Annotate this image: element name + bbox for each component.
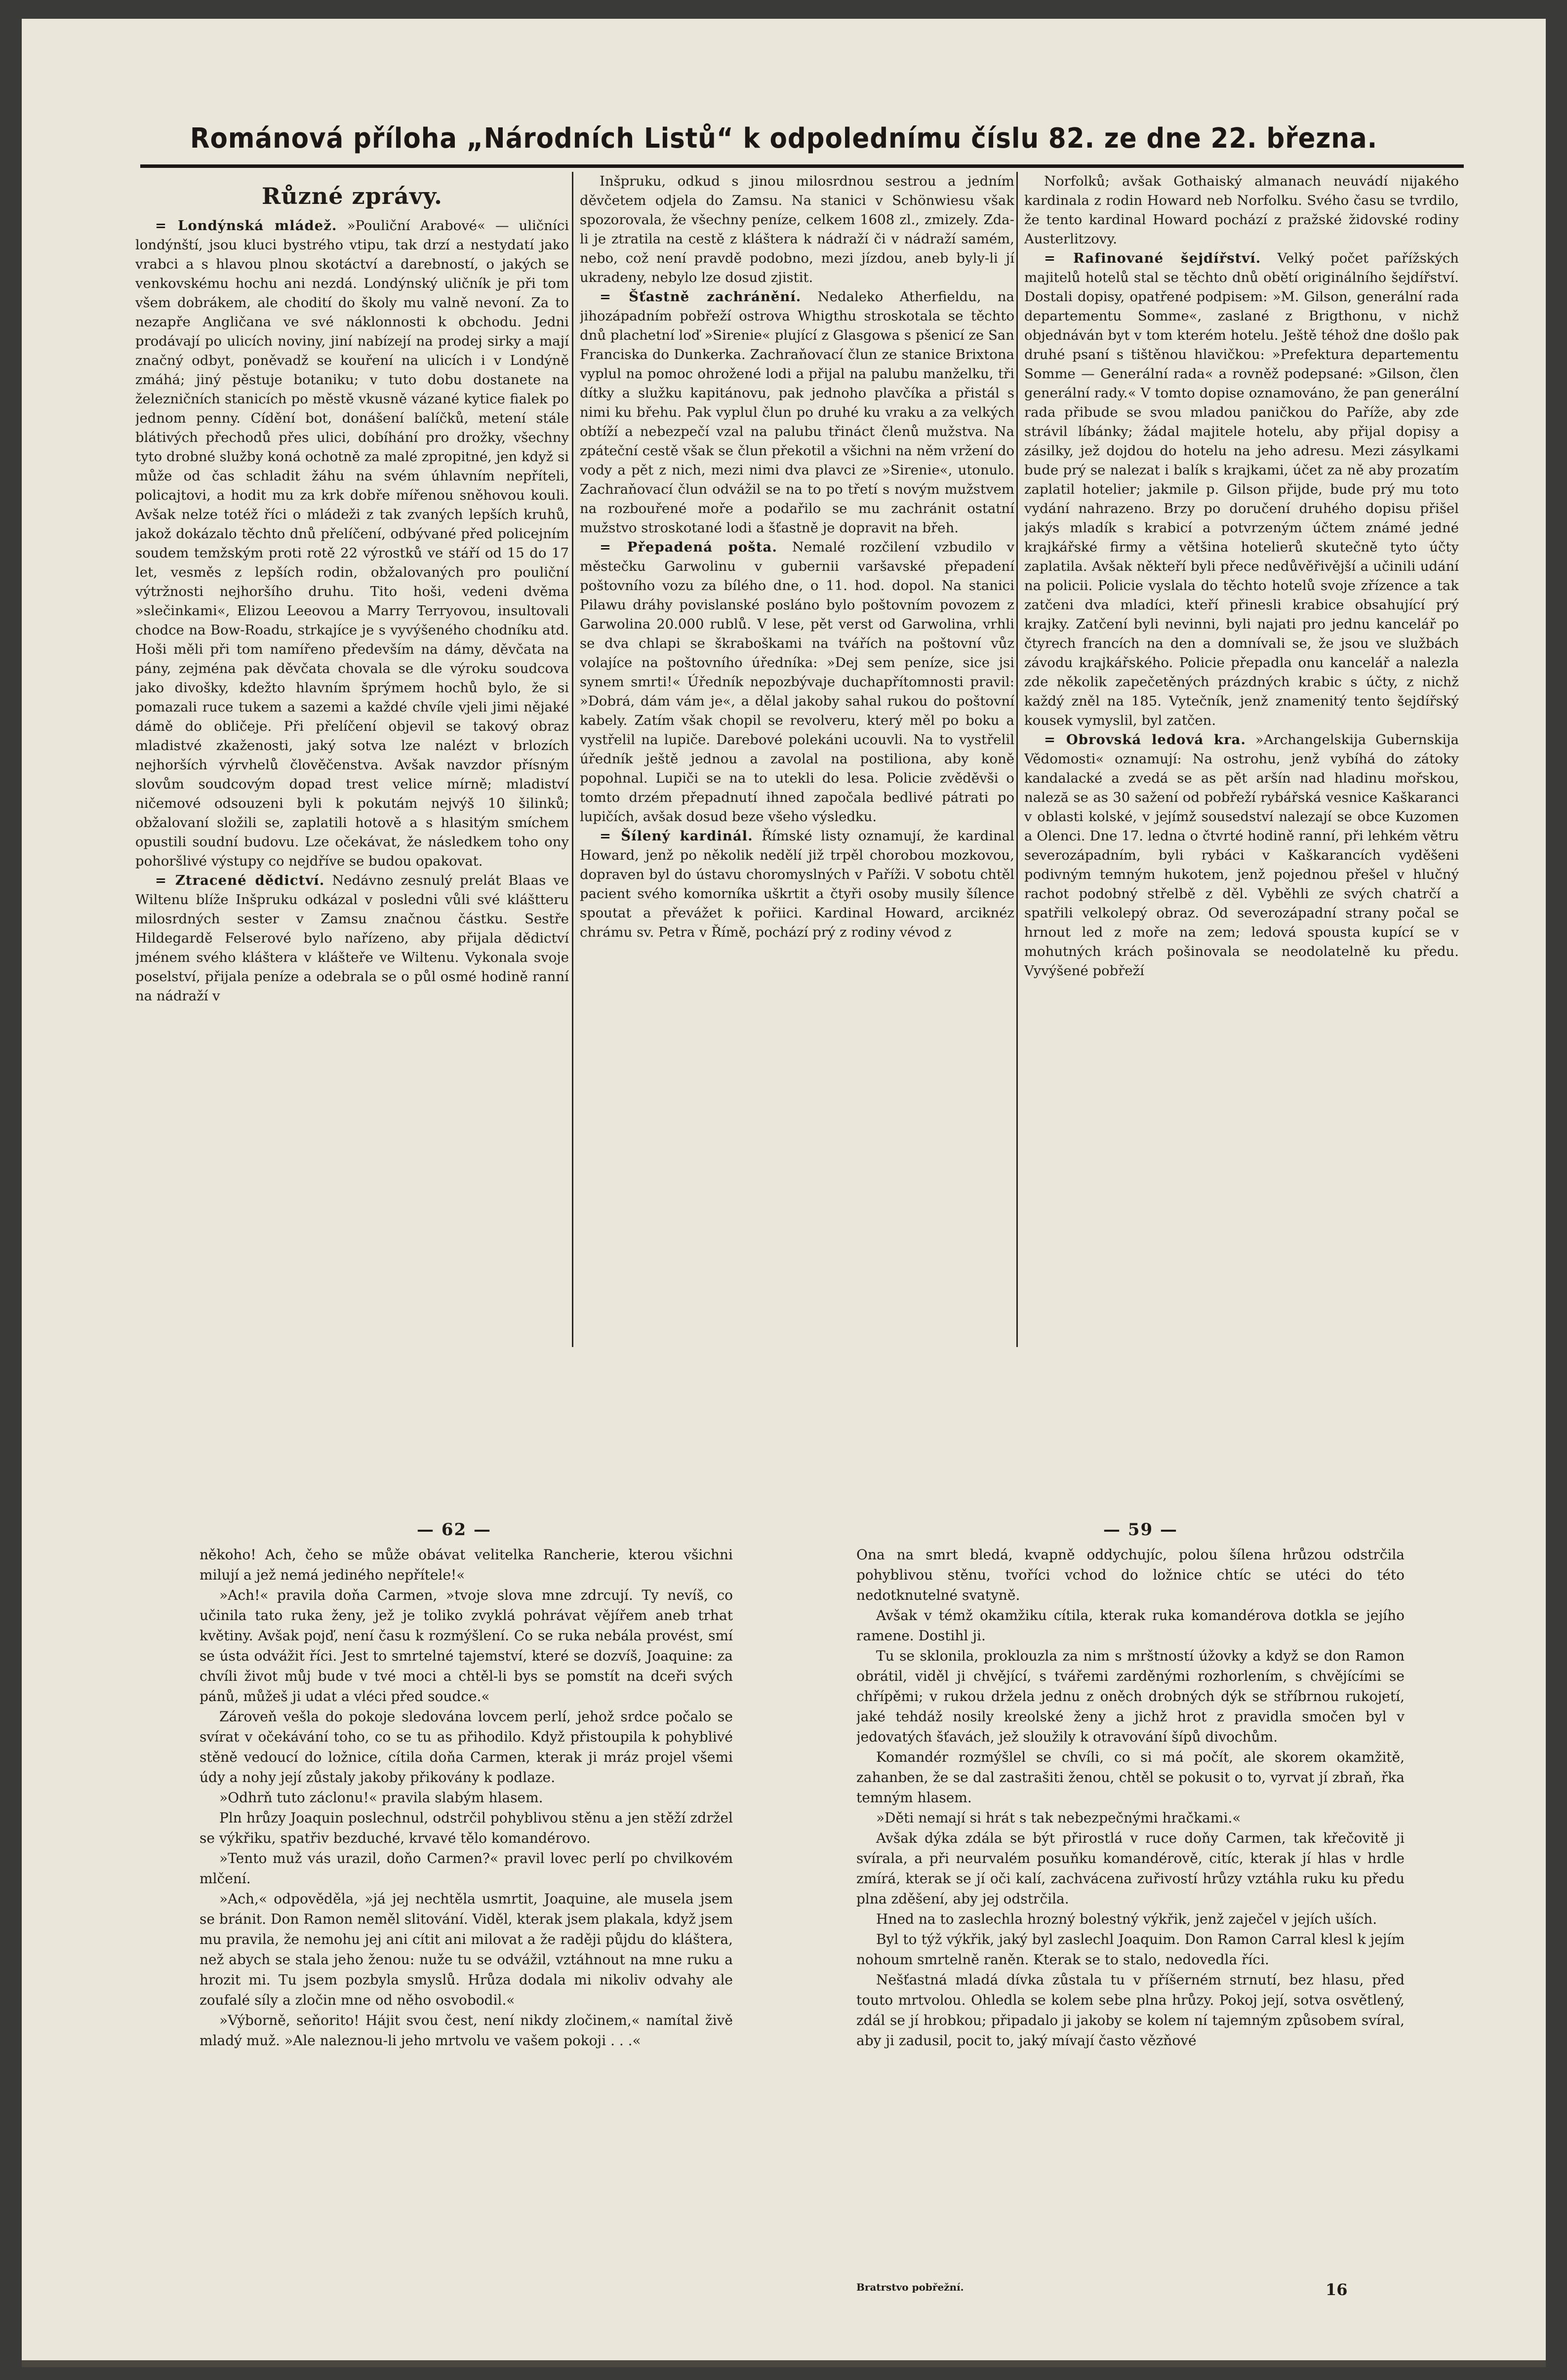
news-headline: = Londýnská mládež.	[155, 218, 337, 234]
news-paragraph	[580, 538, 1014, 827]
news-column-1	[135, 172, 569, 1352]
novel-paragraph: »Výborně, seňorito! Hájit svou čest, není nikdy zločinem,« namítal živě mladý muž. »Ale naleznou-li jeho mrtvolu ve vašem pokoji . . .«	[200, 2012, 733, 2049]
novel-paragraph: »Ach!« pravila doňa Carmen, »tvoje slova mne zdrcují. Ty nevíš, co učinila tato ruka ženy, jež je toliko zvyklá pohrávat vějířem aneb trhat květiny. Avšak pojď, není času k rozmýšlení. Co se ruka nebála provést, smí se ústa odvážit říci. Jest to smrtelné tajemství, které se dozvíš, Joaquine: za chvíli život můj bude v tvé moci a chtěl-li bys se pomstít na dceři svých pánů, můžeš ji udat a vléci před soudce.«	[200, 1587, 733, 1705]
news-paragraph	[1024, 730, 1459, 981]
supplement-header: Románová příloha „Národních Listů“ k odpolednímu číslu 82. ze dne 22. března.	[190, 122, 1378, 155]
novel-paragraph: Zároveň vešla do pokoje sledována lovcem perlí, jehož srdce počalo se svírat v očekávání toho, co se tu as přihodilo. Když přistoupila k pohyblivé stěně vedoucí do ložnice, cítila doňa Carmen, kterak ji mráz projel všemi údy a nohy její zůstaly jakoby přikovány k podlaze.	[200, 1708, 733, 1785]
news-paragraph	[135, 216, 569, 871]
news-paragraph	[135, 871, 569, 1006]
news-headline: = Obrovská ledová kra.	[1044, 732, 1246, 748]
page-edge-bottom	[22, 2360, 1546, 2367]
news-paragraph	[580, 287, 1014, 538]
news-text: Nemalé rozčilení vzbudilo v městečku Garwolinu v gubernii varšavské přepadení poštovního vozu za bílého dne, o 11. hod. dopol. Na stanici Pilawu dráhy povislanské posláno bylo poštovním povozem z Garwolina 20.000 rublů. V lese, pět verst od Garwolina, vrhli se dva chlapi se škraboškami na tvářích na poštovní vůz volajíce na poštovního úředníka: »Dej sem peníze, sice jsi synem smrti!« Úředník nepozbývaje duchapřítomnosti pravil: »Dobrá, dám vám je«, a dělal jakoby sahal rukou do poštovní kabely. Zatím však chopil se revolveru, který měl po boku a vystřelil na lupiče. Darebové polekáni ucouvli. Na to vystřelil úředník ještě jednou a zavolal na postiliona, aby koně popohnal. Lupiči se na to utekli do lesa. Policie zvěděvši o tomto drzém přepadnutí ihned započala bedlivé pátrati po lupičích, avšak dosud beze všeho výsledku.	[580, 539, 1014, 825]
news-column-2	[580, 172, 1014, 1352]
news-text: »Pouliční Arabové« — uličníci londýnští, jsou kluci bystrého vtipu, tak drzí a nestydatí jako vrabci a s hlavou plnou skotáctví a darebností, o jakých se venkovskému hochu ani nezdá. Londýnský uličník je při tom všem dobrákem, ale chodití do školy mu valně nevoní. Za to nezapře Angličana ve své náklonnosti k obchodu. Jedni prodávají po ulicích noviny, jiní nabízejí na prodej sirky a mají značný odbyt, poněvadž se kouření na ulicích i v Londýně zmáhá; jiný pěstuje botaniku; v tuto dobu dostanete na železničních stanicích po městě vkusně vázané kytice fialek po jednom penny. Cídění bot, donášení balíčků, metení stále blátivých přechodů přes ulici, dobíhání pro drožky, všechny tyto drobné služby koná ochotně za malé zpropitné, jen když si může od čas schladit žáhu na svém úhlavním nepříteli, policajtovi, a hodit mu za krk dobře mířenou sněhovou kouli. Avšak nelze totéž říci o mládeži z tak zvaných lepších kruhů, jakož dokázalo těchto dnů přelíčení, odbývané před policejním soudem temžským proti rotě 22 výrostků ve stáří od 15 do 17 let, vesměs z lepších rodin, obžalovaných pro pouliční výtržnosti nejhoršího druhu. Tito hoši, vedeni dvěma »slečinkami«, Elizou Leeovou a Marry Terryovou, insultovali chodce na Bow-Roadu, strkajíce je s vyvýšeného chodníku atd. Hoši měli při tom namířeno především na dámy, děvčata na pány, zejména pak děvčata chovala se dle výroku soudcova jako divošky, kdežto hlavním šprýmem hochů bylo, že si pomazali ruce tukem a sazemi a každé chvíle vjeli jimi nějaké dámě do obličeje. Při přelíčení objevil se takový obraz mladistvé zkaženosti, jaký sotva lze nalézt v brlozích nejhorších výrvhelů člověčenstva. Avšak navzdor přísným slovům soudcovým dopad trest velice mírně; mladiství ničemové odsouzeni byli k pokutám nejvýš 10 šilinků; obžalovaní složili se, zaplatili hotově a s hlasitým smíchem opustili soudní budovu. Lze očekávat, že následkem toho ony pohoršlivé výstupy co nejdříve se budou opakovat.	[135, 218, 569, 869]
news-text: Inšpruku, odkud s jinou milosrdnou sestrou a jedním děvčetem odjela do Zamsu. Na stanici v Schönwiesu však spozorovala, že všechny peníze, celkem 1608 zl., zmizely. Zda-li je ztratila na cestě z kláštera k nádraží či v nádraží samém, nebo, což není pravdě podobno, mezi jízdou, aneb byly-li jí ukradeny, nebylo lze dosud zjistit.	[580, 173, 1014, 285]
news-text: Římské listy oznamují, že kardinal Howard, jenž po několik nedělí již trpěl chorobou mozkovou, dopraven byl do ústavu choromyslných v Paříži. V sobotu chtěl pacient svého komorníka uškrtit a čtyři osoby musily šílence spoutat a převážet k pořiici. Kardinal Howard, arciknéz chrámu sv. Petra v Římě, pochází prý z rodiny vévod z	[580, 828, 1014, 940]
news-headline: = Šílený kardinál.	[600, 828, 753, 844]
novel-paragraph: Tu se sklonila, proklouzla za nim s mrštností úžovky a když se don Ramon obrátil, viděl ji chvějící, s tvářemi zarděnými rozhorlením, s chvějícími se chřípěmi; v rukou držela jednu z oněch drobných dýk se stříbrnou rukojetí, jaké tehdáž nosily kreolské ženy a jichž hrot z pravidla smočen byl v jedovatých šťavách, jež sloužily k otravování šípů divochům.	[856, 1648, 1405, 1745]
novel-paragraph: Avšak dýka zdála se být přirostlá v ruce doňy Carmen, tak křečovitě ji svírala, a při neurvalém posuňku komandérově, citíc, kterak jí hlas v hrdle zmírá, kterak se jí oči kalí, zachvácena zuřivostí hrůzy vztáhla ruku ku předu plna zděšení, aby jej odstrčila.	[856, 1830, 1405, 1907]
news-text: Nedaleko Atherfieldu, na jihozápadním pobřeží ostrova Whigthu stroskotala se těchto dnů plachetní loď »Sirenie« plující z Glasgowa s pšenicí ze San Franciska do Dunkerka. Zachraňovací člun ze stanice Brixtona vyplul na pomoc ohrožené lodi a přijal na palubu manželku, tři dítky a služku kapitánovu, pak jednoho plavčíka a přistál s nimi ku břehu. Pak vyplul člun po druhé ku vraku a za velkých obtíží a nebezpečí vzal na palubu třináct členů mužstva. Na zpáteční cestě však se člun překotil a všichni na něm vržení do vody a pět z nich, mezi nimi dva plavci ze »Sirenie«, utonulo. Zachraňovací člun odvážil se na to po třetí s novým mužstvem na rozbouřené moře a podařilo se mu zachránit ostatní mužstvo stroskotané lodi a šťastně je dopravit na břeh.	[580, 289, 1014, 536]
novel-paragraph: »Děti nemají si hrát s tak nebezpečnými hračkami.«	[876, 1810, 1241, 1826]
novel-column-right	[856, 1545, 1405, 2285]
news-column-1-body	[135, 216, 569, 1006]
novel-column-left	[200, 1545, 733, 2285]
news-headline: = Ztracené dědictví.	[155, 873, 325, 888]
header-rule	[140, 164, 1464, 168]
news-text: Nedávno zesnulý prelát Blaas ve Wiltenu blíže Inšpruku odkázal v posledni vůli své kláštteru milosrdných sester v Zamsu značnou částku. Sestře Hildegardě Felserové bylo nařízeno, aby přijala dědictví jménem svého kláštera v klášteře ve Wiltenu. Vykonala svoje poselství, přijala peníze a odebrala se o půl osmé hodině ranní na nádraží v	[135, 873, 569, 1004]
novel-paragraph: Pln hrůzy Joaquin poslechnul, odstrčil pohyblivou stěnu a jen stěží zdržel se výkřiku, spatřiv bezduché, krvavé tělo komandérovo.	[200, 1810, 733, 1846]
column-divider-1	[572, 172, 573, 1347]
footer-signature: Bratrstvo pobřežní.	[856, 2281, 964, 2293]
news-text: »Archangelskija Gubernskija Vědomosti« oznamují: Na ostrohu, jenž vybíhá do zátoky kandalacké a zvedá se as pět aršín nad hladinu mořskou, naleză se as 30 sažení od pobřeží rybářská vesnice Kaškaranci v oblasti kolské, v jejímž sousedství nalezají se obce Kuzomen a Olenci. Dne 17. ledna o čtvrté hodině ranní, při lehkém větru severozápadním, byli rybáci v Kaškarancích vyděšeni podivným temným hukotem, jenž pojednou přešel v hlučný rachot podobný střelbě z děl. Vyběhli ze svých chatrčí a spatřili velkolepý obraz. Od severozápadní strany počal se hrnout led z moře na zem; ledová spousta kupící se v mohutných krách pošinovala se neodolatelně ku předu. Vyvýšené pobřeží	[1024, 732, 1459, 979]
newspaper-page	[22, 19, 1546, 2367]
novel-paragraph: někoho! Ach, čeho se může obávat velitelka Rancherie, kterou všichni milují a jež nemá jediného nepřítele!«	[200, 1547, 733, 1583]
news-paragraph	[1024, 249, 1459, 730]
page-number-left: — 62 —	[417, 1520, 491, 1540]
novel-paragraph: »Tento muž vás urazil, doňo Carmen?« pravil lovec perlí po chvilkovém mlčení.	[200, 1850, 733, 1887]
page-number-right: — 59 —	[1103, 1520, 1178, 1540]
footer-number: 16	[1326, 2280, 1348, 2299]
novel-paragraph: »Ach,« odpověděla, »já jej nechtěla usmrtit, Joaquine, ale musela jsem se bránit. Don Ramon neměl slitování. Viděl, kterak jsem plakala, když jsem mu pravila, že nemohu jej ani cítit ani milovat a že raději půjdu do kláštera, než abych se stala jeho ženou: nuže tu se odvážil, vztáhnout na mne ruku a hrozit mi. Tu jsem pozbyla smyslů. Hrůza dodala mi nikoliv odvahy ale zoufalé síly a zločin mne od něho osvobodil.«	[200, 1891, 733, 2008]
novel-paragraph: Komandér rozmýšlel se chvíli, co si má počít, ale skorem okamžitě, zahanben, že se dal zastrašiti ženou, chtěl se pokusit o to, vyrvat jí zbraň, řka temným hlasem.	[856, 1749, 1405, 1806]
news-paragraph	[580, 172, 1014, 287]
novel-paragraph: Byl to týž výkřik, jaký byl zaslechl Joaquim. Don Ramon Carral klesl k jejím nohoum smrtelně raněn. Kterak se to stalo, nedovedla říci.	[856, 1931, 1405, 1968]
news-headline: = Přepadená pošta.	[600, 539, 777, 555]
section-title: Různé zprávy.	[261, 183, 443, 209]
novel-paragraph: Hned na to zaslechla hrozný bolestný výkřik, jenž zaječel v jejích uších.	[876, 1911, 1377, 1927]
column-divider-2	[1016, 172, 1018, 1347]
news-headline: = Rafinované šejdířství.	[1044, 250, 1261, 266]
news-text: Velký počet pařížských majitelů hotelů stal se těchto dnů obětí originálního šejdířství. Dostali dopisy, opatřené podpisem: »M. Gilson, generální rada departementu Somme«, zaslané z Brigthonu, v nichž objednáván byt v tom kterém hotelu. Ještě téhož dne došlo pak druhé psaní s tištěnou hlavičkou: »Prefektura departementu Somme — Generální rada« a rovněž podepsané: »Gilson, člen generální rady.« V tomto dopise oznamováno, že pan generální rada přibude se svou mladou paničkou do Paříže, aby zde strávil líbánky; žádal majitele hotelu, aby přijal dopisy a zásilky, jež dojdou do hotelu na jeho adresu. Mezi zásylkami bude prý se nalezat i balík s krajkami, účet za ně aby prozatím zaplatil hotelier; jakmile p. Gilson přijde, bude prý mu toto vydání nahrazeno. Brzy po doručení druhého dopisu přišel jakýs mladík s krabicí a potvrzeným účtem známé jedné krajkářské firmy a většina hotelierů skutečně tyto účty zaplatila. Avšak někteří byli přece nedůvěřivější a učinili udání na policii. Policie vyslala do těchto hotelů svoje zřízence a tak zatčeni dva mladíci, kteří přinesli krabice obsahující prý krajky. Zatčení byli nevinni, byli najati pro jednu kancelář po čtyrech francích na den a domnívali se, že jsou ve službách závodu krajkářského. Policie přepadla onu kancelář a nalezla zde několik zapečetěných prázdných krabic s účty, z nichž každý zněl na 185. Vytečník, jenž znamenitý tento šejdířský kousek vymyslil, byl zatčen.	[1024, 250, 1459, 728]
novel-paragraph: Avšak v témž okamžiku cítila, kterak ruka komandérova dotkla se jejího ramene. Dostihl ji.	[856, 1607, 1405, 1644]
novel-paragraph: Ona na smrt bledá, kvapně oddychujíc, polou šílena hrůzou odstrčila pohyblivou stěnu, tvoříci vchod do ložnice chtíc se utéci do této nedotknutelné svatyně.	[856, 1547, 1405, 1603]
news-paragraph	[580, 827, 1014, 942]
news-column-2-body	[580, 172, 1014, 942]
news-headline: = Šťastně zachránění.	[600, 289, 802, 305]
novel-paragraph: Nešťastná mladá dívka zůstala tu v příšerném strnutí, bez hlasu, před touto mrtvolou. Ohledla se kolem sebe plna hrůzy. Pokoj její, sotva osvětlený, zdál se jí hrobkou; připadalo ji jakoby se kolem ní tajemným způsobem svíral, aby ji zadusil, pocit to, jaký mívají často vězňové	[856, 1972, 1405, 2049]
novel-paragraph: »Odhrň tuto záclonu!« pravila slabým hlasem.	[219, 1789, 543, 1806]
news-column-3	[1024, 172, 1459, 1352]
news-column-3-body	[1024, 172, 1459, 981]
news-paragraph	[1024, 172, 1459, 249]
news-text: Norfolků; avšak Gothaiský almanach neuvádí nijakého kardinala z rodin Howard neb Norfolku. Svého času se tvrdilo, že tento kardinal Howard pochází z pražské židovské rodiny Austerlitzovy.	[1024, 173, 1459, 247]
